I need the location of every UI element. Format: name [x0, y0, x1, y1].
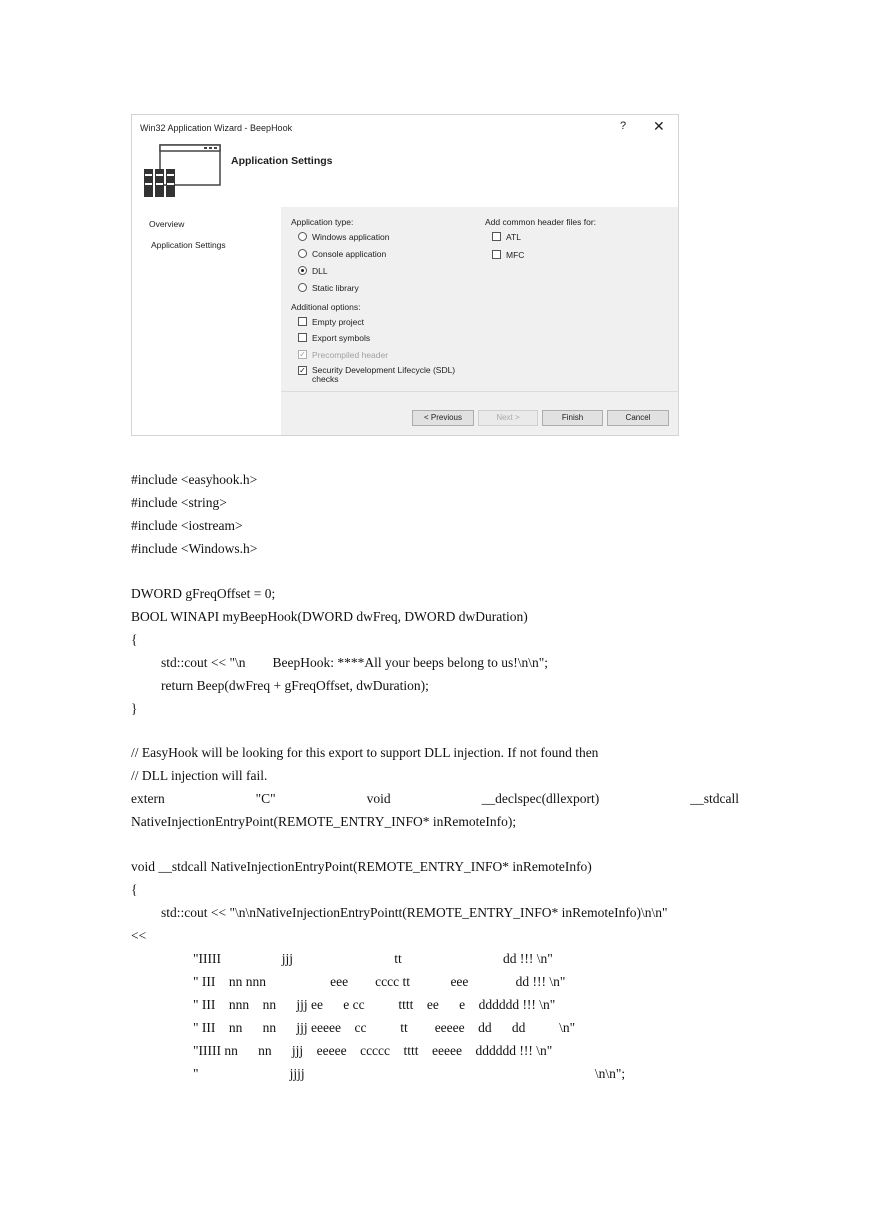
code-line-stream-operator: << — [131, 928, 147, 943]
code-line-return: return Beep(dwFreq + gFreqOffset, dwDuration); — [161, 678, 429, 693]
finish-button[interactable]: Finish — [542, 410, 603, 426]
code-line-extern-continued: NativeInjectionEntryPoint(REMOTE_ENTRY_INFO* inRemoteInfo); — [131, 814, 517, 829]
header-files-label: Add common header files for: — [485, 217, 597, 227]
code-token: __declspec(dllexport) — [481, 791, 600, 806]
dialog-title: Win32 Application Wizard - BeepHook — [140, 123, 293, 133]
dialog-heading: Application Settings — [231, 155, 333, 167]
checkbox-label: Empty project — [312, 317, 364, 327]
code-comment-line-2: // DLL injection will fail. — [131, 768, 268, 783]
application-type-label: Application type: — [291, 217, 354, 227]
wizard-dialog — [131, 114, 679, 436]
code-ascii-art-line: " III nnn nn jjj ee e cc tttt ee e dddddd !!! \n" — [193, 997, 556, 1012]
code-line-entry-signature: void __stdcall NativeInjectionEntryPoint(REMOTE_ENTRY_INFO* inRemoteInfo) — [131, 859, 592, 874]
radio-label: Windows application — [312, 232, 390, 242]
code-line-cout: std::cout << "\n BeepHook: ****All your beeps belong to us!\n\n"; — [161, 655, 548, 670]
code-line-include-string: #include <string> — [131, 495, 227, 510]
radio-static-library[interactable] — [298, 283, 359, 293]
code-ascii-art-line: " III nn nn jjj eeeee cc tt eeeee dd dd \n" — [193, 1020, 576, 1035]
code-ascii-art-line: " III nn nnn eee cccc tt eee dd !!! \n" — [193, 974, 566, 989]
checkbox-label — [312, 366, 455, 384]
radio-label: Static library — [312, 283, 359, 293]
radio-label: DLL — [312, 266, 328, 276]
wizard-sidebar — [132, 207, 281, 435]
radio-button[interactable] — [298, 283, 307, 292]
close-icon[interactable]: ✕ — [653, 118, 665, 134]
sidebar-item-overview[interactable]: Overview — [149, 219, 185, 229]
code-token: __stdcall — [690, 791, 739, 806]
code-line-close-brace: } — [131, 701, 138, 716]
radio-label: Console application — [312, 249, 387, 259]
radio-dll[interactable] — [298, 266, 328, 276]
radio-button[interactable] — [298, 249, 307, 258]
checkbox[interactable] — [492, 232, 501, 241]
dialog-body — [132, 207, 678, 435]
checkbox-label-line1: Security Development Lifecycle (SDL) — [312, 365, 456, 375]
radio-console-application[interactable] — [298, 249, 386, 259]
checkbox-label: ATL — [506, 232, 521, 242]
checkbox[interactable] — [298, 333, 307, 342]
code-line-open-brace: { — [131, 632, 138, 647]
next-button: Next > — [478, 410, 538, 426]
wizard-icon — [142, 143, 222, 199]
code-line-include-easyhook: #include <easyhook.h> — [131, 472, 258, 487]
sidebar-item-application-settings[interactable]: Application Settings — [151, 240, 226, 250]
code-comment-line-1: // EasyHook will be looking for this export to support DLL injection. If not found then — [131, 745, 599, 760]
code-line-global-offset: DWORD gFreqOffset = 0; — [131, 586, 276, 601]
cancel-button[interactable]: Cancel — [607, 410, 669, 426]
radio-button-selected[interactable] — [298, 266, 307, 275]
code-token: void — [366, 791, 391, 806]
code-token: extern — [131, 791, 165, 806]
checkmark-icon: ✓ — [299, 350, 306, 359]
checkbox[interactable] — [492, 250, 501, 259]
checkbox-atl[interactable] — [492, 232, 521, 242]
checkbox-precompiled-header — [298, 350, 388, 360]
checkbox-label: Precompiled header — [312, 350, 389, 360]
code-ascii-art-line: "IIIII nn nn jjj eeeee ccccc tttt eeeee dddddd !!! \n" — [193, 1043, 553, 1058]
code-line-include-iostream: #include <iostream> — [131, 518, 243, 533]
code-token: "C" — [255, 791, 276, 806]
additional-options-label: Additional options: — [291, 302, 361, 312]
checkbox-mfc[interactable] — [492, 250, 524, 260]
previous-button[interactable]: < Previous — [412, 410, 474, 426]
button-divider — [281, 391, 678, 392]
help-button[interactable]: ? — [620, 120, 627, 132]
code-line-entry-open-brace: { — [131, 882, 138, 897]
checkmark-icon[interactable]: ✓ — [299, 366, 306, 375]
code-line-hook-signature: BOOL WINAPI myBeepHook(DWORD dwFreq, DWORD dwDuration) — [131, 609, 528, 624]
radio-windows-application[interactable] — [298, 232, 389, 242]
code-line-entry-cout: std::cout << "\n\nNativeInjectionEntryPointt(REMOTE_ENTRY_INFO* inRemoteInfo)\n\n" — [161, 905, 668, 920]
radio-button[interactable] — [298, 232, 307, 241]
checkbox-export-symbols[interactable] — [298, 333, 370, 343]
checkbox-label-line2: checks — [312, 374, 339, 384]
checkbox-label: MFC — [506, 250, 525, 260]
code-line-extern — [131, 791, 739, 807]
checkbox-label: Export symbols — [312, 333, 371, 343]
checkbox-sdl-checks[interactable] — [298, 366, 455, 384]
checkbox[interactable] — [298, 317, 307, 326]
checkbox-empty-project[interactable] — [298, 317, 364, 327]
code-line-include-windows: #include <Windows.h> — [131, 541, 258, 556]
code-ascii-art-line: " jjjj \n\n"; — [193, 1066, 626, 1081]
code-ascii-art-line: "IIIII jjj tt dd !!! \n" — [193, 951, 553, 966]
